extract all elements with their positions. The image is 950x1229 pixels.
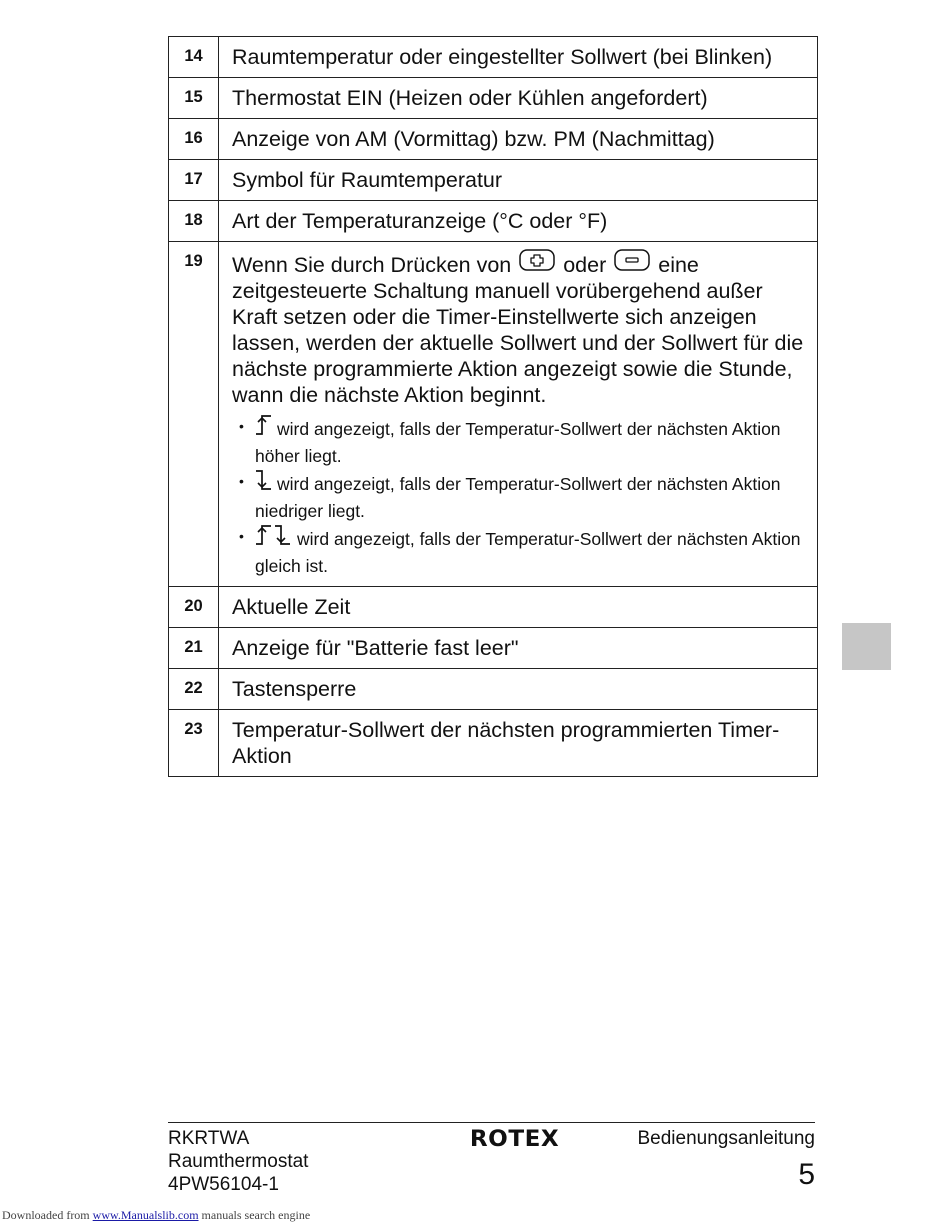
download-note <box>2 1208 310 1223</box>
row-19-text-a: Wenn Sie durch Drücken von <box>232 253 512 277</box>
table-row <box>169 119 818 160</box>
row-number: 16 <box>169 119 219 160</box>
row-description: Temperatur-Sollwert der nächsten programmierten Timer-Aktion <box>219 710 818 777</box>
table-row <box>169 201 818 242</box>
bullet-dot: • <box>239 528 244 544</box>
row-description: Thermostat EIN (Heizen oder Kühlen angefordert) <box>219 78 818 119</box>
row-number: 17 <box>169 160 219 201</box>
row-description <box>219 242 818 587</box>
bullet-text: wird angezeigt, falls der Temperatur-Sollwert der nächsten Aktion gleich ist. <box>255 529 801 576</box>
row-number: 23 <box>169 710 219 777</box>
model-name: RKRTWA <box>168 1128 250 1149</box>
bullet-text: wird angezeigt, falls der Temperatur-Sollwert der nächsten Aktion höher liegt. <box>255 419 781 466</box>
row-description: Art der Temperaturanzeige (°C oder °F) <box>219 201 818 242</box>
legend-table <box>168 36 818 777</box>
table-row <box>169 628 818 669</box>
page-number: 5 <box>798 1158 815 1191</box>
step-down-icon <box>255 469 273 499</box>
row-number: 21 <box>169 628 219 669</box>
row-description: Anzeige für "Batterie fast leer" <box>219 628 818 669</box>
plus-button-icon <box>519 249 555 277</box>
table-row <box>169 160 818 201</box>
step-up-down-icon <box>255 524 293 554</box>
bullet-dot: • <box>239 473 244 489</box>
row-description: Symbol für Raumtemperatur <box>219 160 818 201</box>
step-up-icon <box>255 414 273 444</box>
row-19-text-c: eine zeitgesteuerte Schaltung manuell vorübergehend außer Kraft setzen oder die Timer-Einstellwerte sich anzeigen lassen, werden der aktuelle Sollwert und der Sollwert für die nächste programmierte Aktion angezeigt sowie die Stunde, wann die nächste Aktion beginnt. <box>232 253 804 407</box>
list-item <box>232 469 809 524</box>
minus-button-icon <box>614 249 650 277</box>
row-description: Raumtemperatur oder eingestellter Sollwert (bei Blinken) <box>219 37 818 78</box>
table-row <box>169 78 818 119</box>
footer-divider <box>168 1122 815 1123</box>
bullet-text: wird angezeigt, falls der Temperatur-Sollwert der nächsten Aktion niedriger liegt. <box>255 474 781 521</box>
row-number: 19 <box>169 242 219 587</box>
table-row <box>169 587 818 628</box>
list-item <box>232 524 809 579</box>
row-number: 15 <box>169 78 219 119</box>
manualslib-link[interactable]: www.Manualslib.com <box>92 1208 199 1222</box>
row-number: 18 <box>169 201 219 242</box>
row-number: 22 <box>169 669 219 710</box>
row-description: Tastensperre <box>219 669 818 710</box>
document-code: 4PW56104-1 <box>168 1174 279 1195</box>
brand-logo: ROTEX <box>469 1127 560 1152</box>
download-prefix: Downloaded from <box>2 1208 90 1222</box>
table-row <box>169 37 818 78</box>
bullet-dot: • <box>239 418 244 434</box>
row-description: Anzeige von AM (Vormittag) bzw. PM (Nachmittag) <box>219 119 818 160</box>
table-row <box>169 710 818 777</box>
row-description: Aktuelle Zeit <box>219 587 818 628</box>
footer-left <box>168 1127 308 1196</box>
row-number: 20 <box>169 587 219 628</box>
row-19-bullets <box>232 414 809 579</box>
download-suffix: manuals search engine <box>201 1208 311 1222</box>
row-number: 14 <box>169 37 219 78</box>
product-name: Raumthermostat <box>168 1151 309 1172</box>
document-type: Bedienungsanleitung <box>637 1128 815 1149</box>
row-19-text-b: oder <box>563 253 607 277</box>
chapter-tab-marker <box>842 623 891 670</box>
list-item <box>232 414 809 469</box>
table-row <box>169 242 818 587</box>
table-row <box>169 669 818 710</box>
